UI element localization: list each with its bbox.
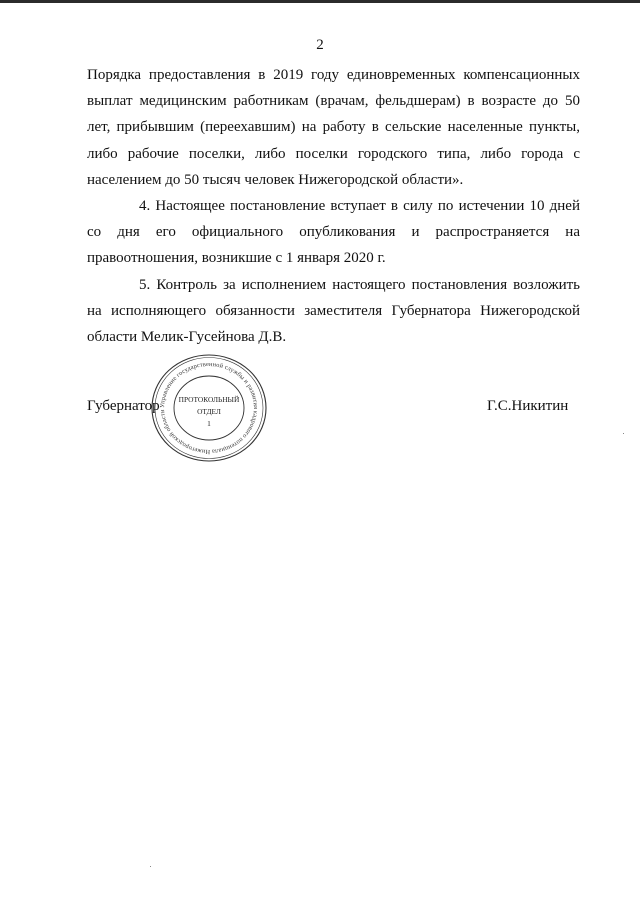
scan-speck xyxy=(150,866,151,867)
stamp-line-1: ПРОТОКОЛЬНЫЙ xyxy=(178,395,240,404)
official-stamp xyxy=(148,352,270,464)
stamp-ring-text: Управление государственной службы и развития кадрового потенциала Нижегородской области xyxy=(158,360,260,456)
scan-speck xyxy=(623,433,624,434)
signatory-name: Г.С.Никитин xyxy=(487,398,569,414)
signatory-position: Губернатор xyxy=(87,398,160,414)
paragraph-5-control: 5. Контроль за исполнением настоящего постановления возложить на исполняющего обязанности заместителя Губернатора Нижегородской области Мелик-Гусейнова Д.В. xyxy=(87,276,580,346)
page-number: 2 xyxy=(316,37,324,53)
stamp-line-2: ОТДЕЛ xyxy=(197,407,221,416)
stamp-line-3: 1 xyxy=(207,419,211,428)
paragraph-4-effective-date: 4. Настоящее постановление вступает в силу по истечении 10 дней со дня его официального опубликования и распространяется на правоотношения, возникшие с 1 января 2020 г. xyxy=(87,198,580,267)
paragraph-order-continuation: Порядка предоставления в 2019 году единовременных компенсационных выплат медицинским работникам (врачам, фельдшерам) в возрасте до 50 лет, прибывшим (переехавшим) на работу в сельские населенные пункты, либо рабочие поселки, либо поселки городского типа, либо города с населением до 50 тысяч человек Нижегородской области». xyxy=(87,67,580,188)
document-body xyxy=(87,62,580,350)
top-border-line xyxy=(0,0,640,3)
